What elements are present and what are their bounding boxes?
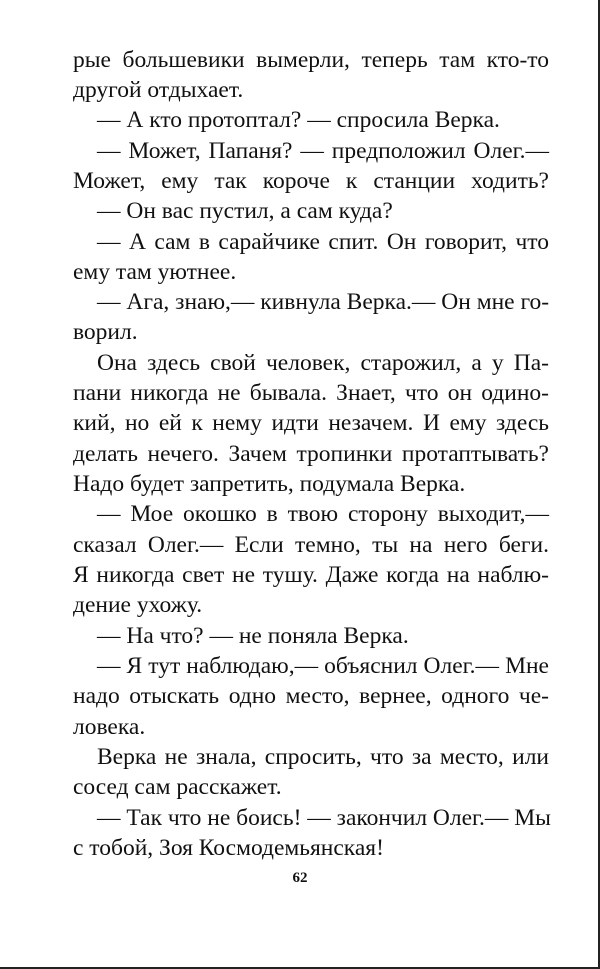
text-line: — Ага, знаю,— кивнула Верка.— Он мне го- — [97, 289, 550, 315]
text-line: Верка не знала, спросить, что за место, или — [97, 744, 549, 770]
text-line: — Мое окошко в твою сторону выходит,— — [97, 501, 549, 527]
text-line: сосед сам расскажет. — [73, 774, 282, 800]
text-line: — На что? — не поняла Верка. — [97, 623, 409, 649]
text-line: — Он вас пустил, а сам куда? — [97, 198, 393, 224]
text-line: Может, ему так короче к станции ходить? — [73, 168, 549, 194]
text-line: ловека. — [73, 714, 146, 740]
text-line: надо отыскать одно место, вернее, одного че- — [73, 683, 549, 709]
text-line: — Так что не боись! — закончил Олег.— Мы — [97, 805, 551, 831]
text-line: кий, но ей к нему идти незачем. И ему здесь — [73, 410, 549, 436]
text-line: пани никогда не бывала. Знает, что он одино- — [73, 380, 549, 406]
text-line: — Может, Папаня? — предположил Олег.— — [97, 138, 549, 164]
text-line: делать нечего. Зачем тропинки протаптывать? — [73, 441, 549, 467]
text-line: Она здесь свой человек, старожил, а у Па- — [97, 350, 549, 376]
text-line: дение ухожу. — [73, 592, 203, 618]
text-line: — Я тут наблюдаю,— объяснил Олег.— Мне — [97, 653, 549, 679]
text-line: ему там уютнее. — [73, 259, 237, 285]
text-line: другой отдыхает. — [73, 77, 244, 103]
page-number: 62 — [292, 870, 308, 886]
text-line: сказал Олег.— Если темно, ты на него беги. — [73, 532, 549, 558]
text-line: Надо будет запретить, подумала Верка. — [73, 471, 466, 497]
text-line: рые большевики вымерли, теперь там кто-то — [73, 47, 549, 73]
text-line: — А сам в сарайчике спит. Он говорит, что — [97, 229, 549, 255]
text-line: с тобой, Зоя Космодемьянская! — [73, 835, 384, 861]
text-line: ворил. — [73, 319, 138, 345]
text-line: — А кто протоптал? — спросила Верка. — [97, 107, 500, 133]
text-line: Я никогда свет не тушу. Даже когда на наблю- — [73, 562, 549, 588]
